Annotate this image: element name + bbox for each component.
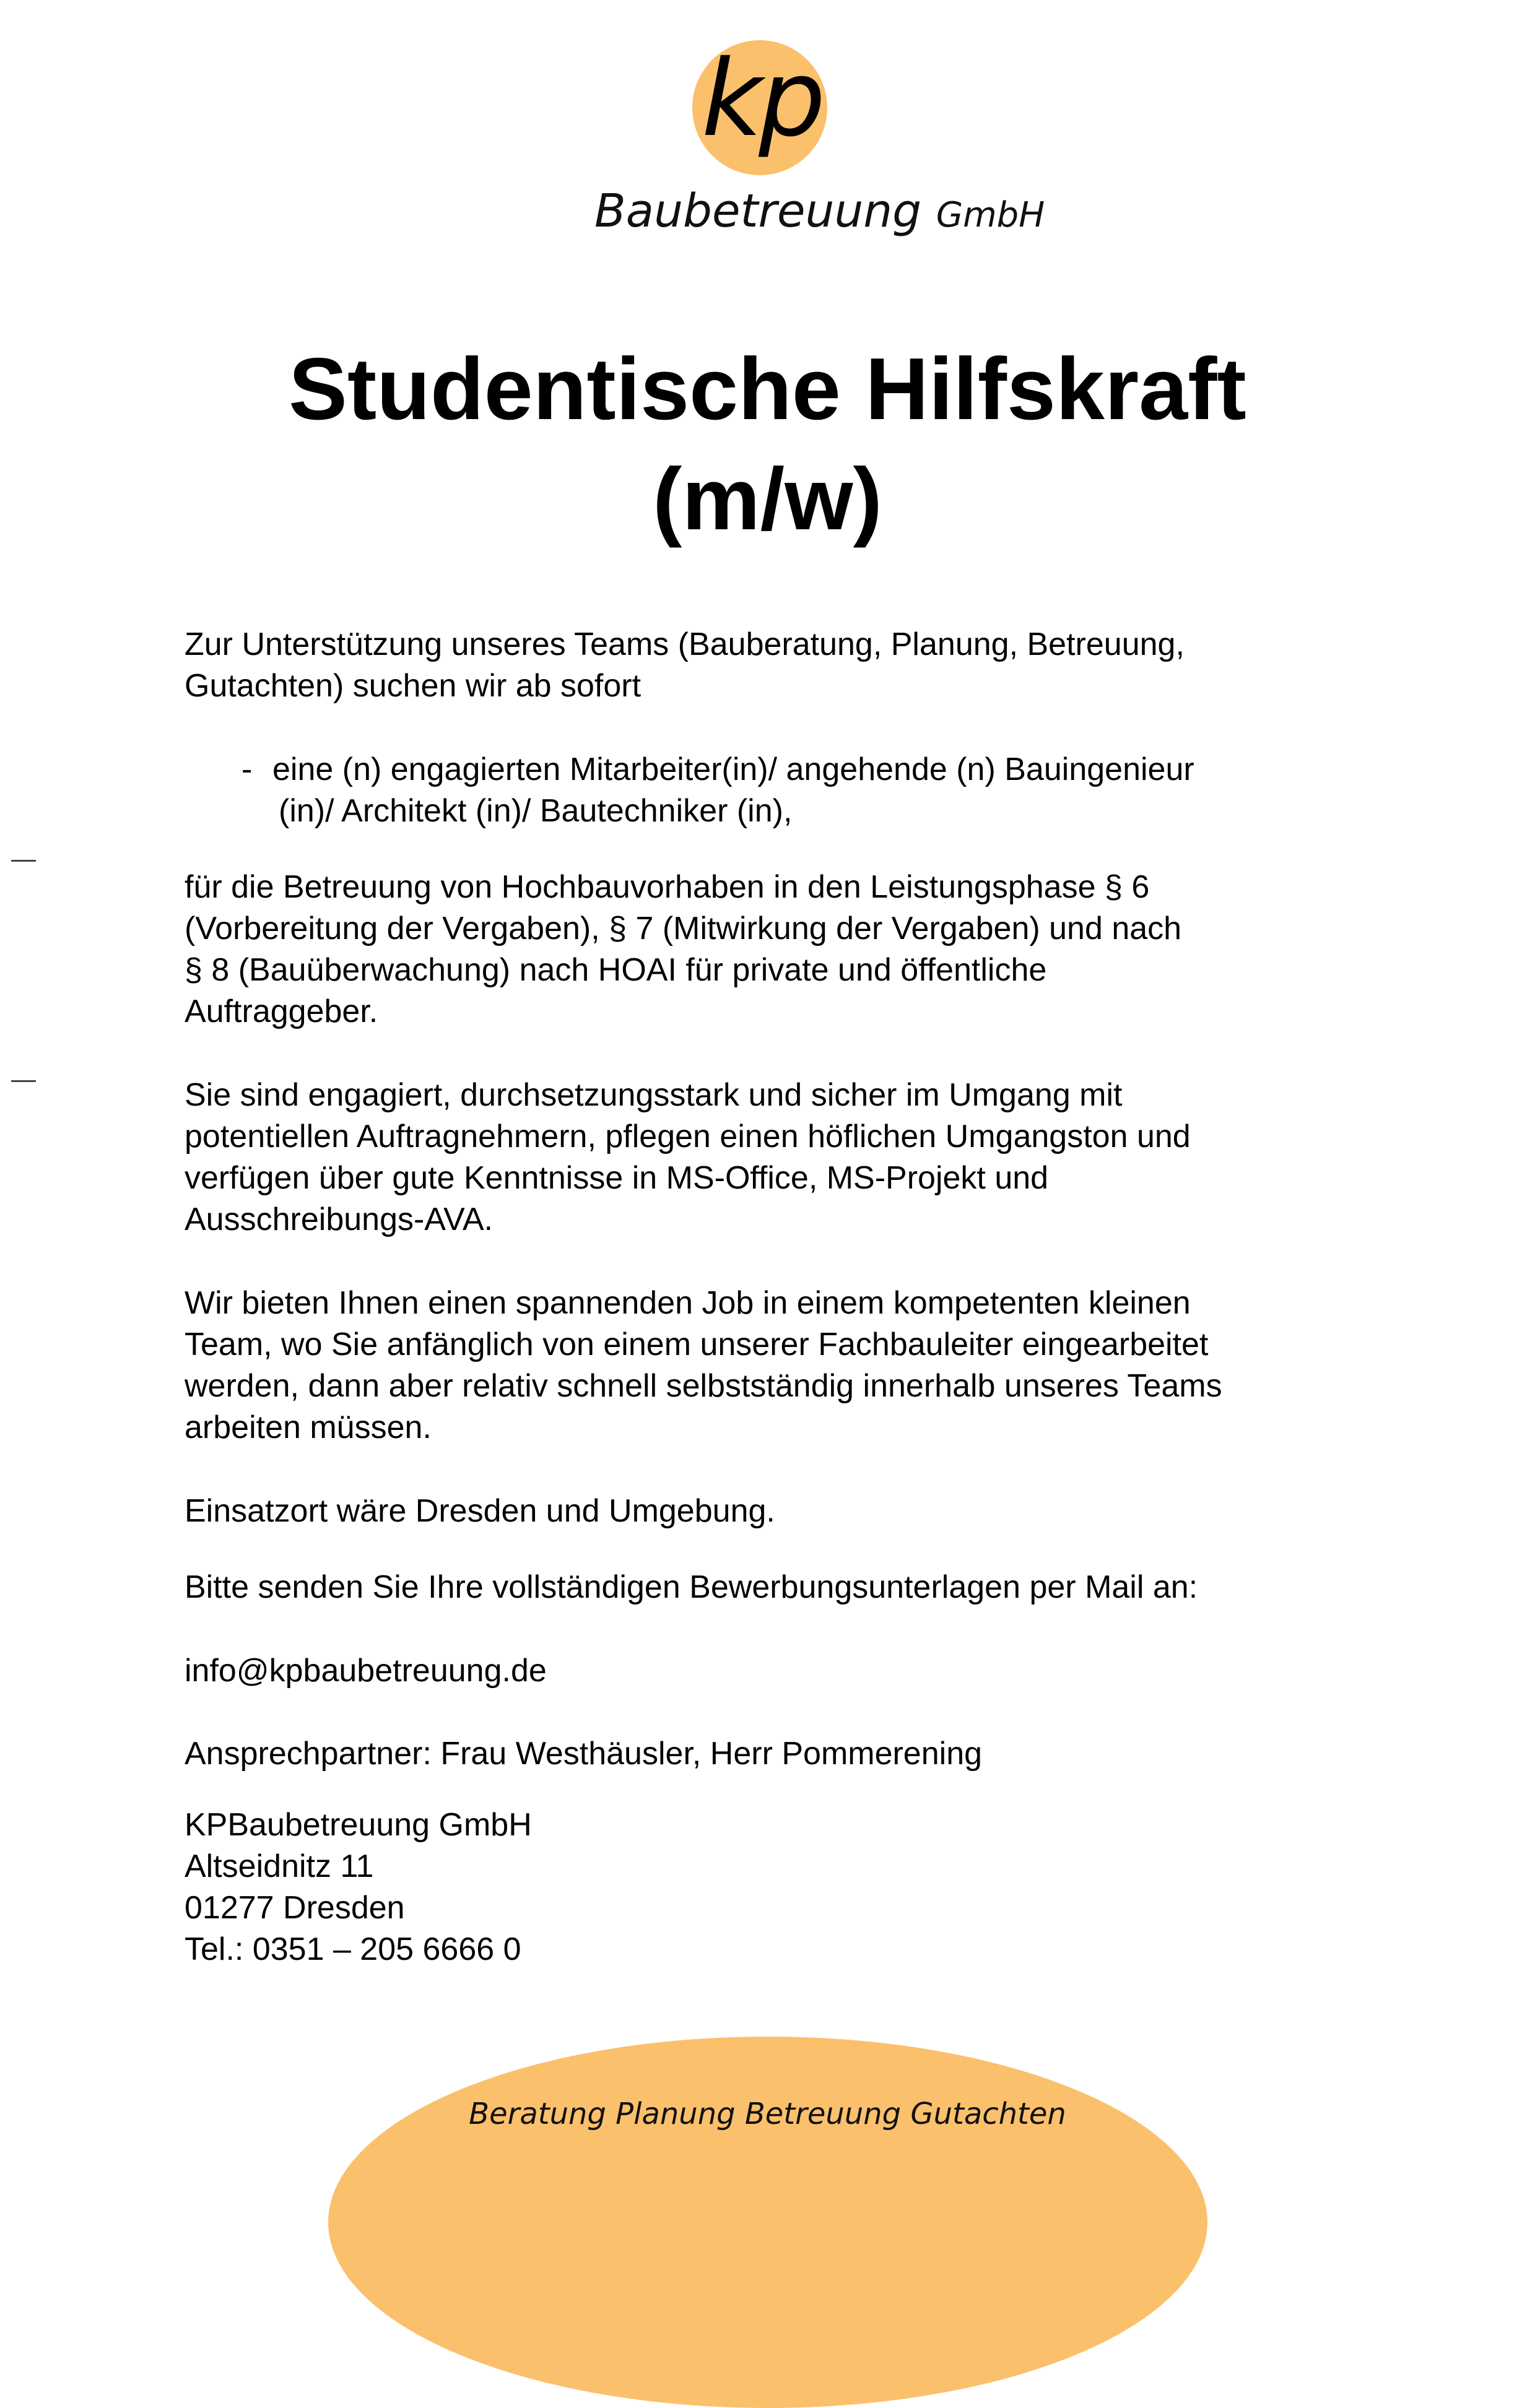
profile-line: Ausschreibungs-AVA.	[185, 1202, 494, 1237]
tasks-line: für die Betreuung von Hochbauvorhaben in den Leistungsphase § 6	[185, 869, 1150, 905]
margin-fold-mark	[11, 860, 36, 862]
title-line-1: Studentische Hilfskraft	[289, 340, 1246, 438]
tasks-line: § 8 (Bauüberwachung) nach HOAI für private und öffentliche	[185, 952, 1047, 988]
bullet-line-2: (in)/ Architekt (in)/ Bautechniker (in),	[279, 793, 793, 829]
bullet-line-1: eine (n) engagierten Mitarbeiter(in)/ angehende (n) Bauingenieur	[272, 751, 1194, 787]
offer-paragraph	[185, 1283, 1398, 1449]
profile-line: potentiellen Auftragnehmern, pflegen einen höflichen Umgangston und	[185, 1119, 1191, 1154]
offer-line: arbeiten müssen.	[185, 1410, 432, 1445]
application-request: Bitte senden Sie Ihre vollständigen Bewerbungsunterlagen per Mail an:	[185, 1569, 1198, 1605]
tasks-line: Auftraggeber.	[185, 994, 378, 1029]
profile-paragraph	[185, 1075, 1398, 1241]
company-logo	[0, 0, 1535, 260]
footer-arc	[328, 2037, 1207, 2408]
offer-line: Team, wo Sie anfänglich von einem unserer Fachbauleiter eingearbeitet	[185, 1327, 1209, 1362]
logo-name-suffix: GmbH	[936, 195, 1045, 235]
address-city: 01277 Dresden	[185, 1890, 405, 1926]
profile-line: verfügen über gute Kenntnisse in MS-Office, MS-Projekt und	[185, 1160, 1049, 1196]
bullet-dash: -	[241, 751, 253, 787]
offer-line: werden, dann aber relativ schnell selbstständig innerhalb unseres Teams	[185, 1368, 1222, 1404]
address-phone: Tel.: 0351 – 205 6666 0	[185, 1931, 521, 1967]
footer-slogan: Beratung Planung Betreuung Gutachten	[469, 2097, 1066, 2131]
page-title	[0, 334, 1535, 555]
title-line-2: (m/w)	[653, 450, 882, 548]
tasks-paragraph	[185, 867, 1398, 1033]
offer-line: Wir bieten Ihnen einen spannenden Job in einem kompetenten kleinen	[185, 1285, 1191, 1321]
logo-name-text: Baubetreuung	[594, 184, 922, 238]
logo-mark: kp	[701, 38, 822, 160]
contact-persons: Ansprechpartner: Frau Westhäusler, Herr Pommerening	[185, 1736, 983, 1772]
tasks-line: (Vorbereitung der Vergaben), § 7 (Mitwirkung der Vergaben) und nach	[185, 911, 1182, 946]
margin-punch-mark	[11, 1080, 36, 1082]
intro-paragraph	[185, 624, 1398, 707]
intro-line-2: Gutachten) suchen wir ab sofort	[185, 668, 641, 704]
company-address	[185, 1804, 928, 1970]
address-street: Altseidnitz 11	[185, 1848, 374, 1884]
profile-line: Sie sind engagiert, durchsetzungsstark und sicher im Umgang mit	[185, 1077, 1123, 1113]
position-bullet	[241, 749, 1393, 832]
location-text: Einsatzort wäre Dresden und Umgebung.	[185, 1493, 775, 1529]
logo-company-name	[594, 183, 1065, 243]
contact-email[interactable]: info@kpbaubetreuung.de	[185, 1653, 547, 1689]
address-company: KPBaubetreuung GmbH	[185, 1807, 532, 1843]
intro-line-1: Zur Unterstützung unseres Teams (Bauberatung, Planung, Betreuung,	[185, 626, 1185, 662]
